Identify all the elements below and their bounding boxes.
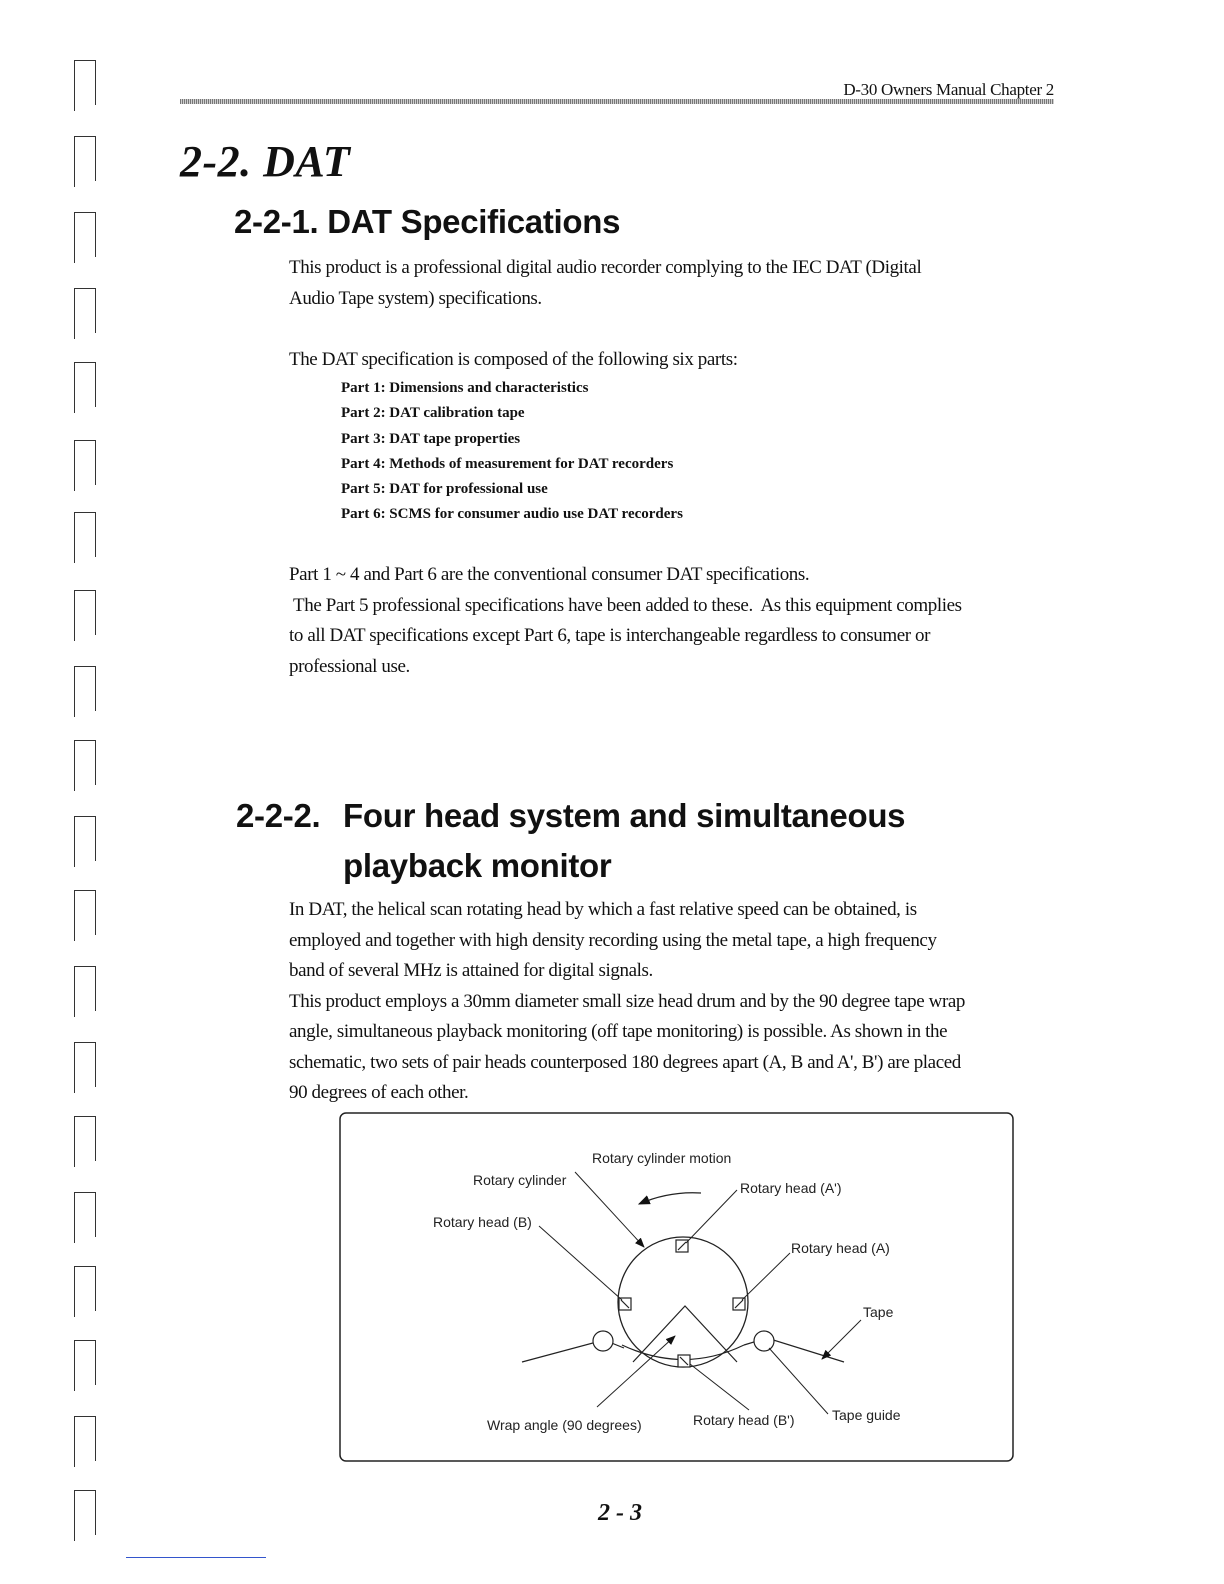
label-rotary-head-a: Rotary head (A) <box>791 1240 890 1256</box>
binder-hole <box>74 740 96 785</box>
section-title-specifications: 2-2-1. DAT Specifications <box>234 203 621 240</box>
text-line: In DAT, the helical scan rotating head by which a fast relative speed can be obtained, is <box>289 899 917 920</box>
leader-head-a <box>742 1253 790 1300</box>
list-item: Part 2: DAT calibration tape <box>341 405 525 422</box>
binder-hole <box>74 1042 96 1087</box>
binder-hole <box>74 1266 96 1311</box>
binder-hole <box>74 60 96 105</box>
binder-hole <box>74 1340 96 1385</box>
text-line: Audio Tape system) specifications. <box>289 287 542 309</box>
binder-hole <box>74 666 96 711</box>
binder-hole <box>74 136 96 181</box>
head-drum-schematic <box>339 1112 1014 1462</box>
text-line: professional use. <box>289 655 410 677</box>
binder-hole <box>74 1192 96 1237</box>
list-item: Part 1: Dimensions and characteristics <box>341 380 589 396</box>
label-rotary-cylinder: Rotary cylinder <box>473 1172 567 1188</box>
binder-hole <box>74 1490 96 1535</box>
text-line: 90 degrees of each other. <box>289 1082 469 1103</box>
rotary-cylinder-drum <box>618 1237 748 1367</box>
section-title-four-head-cont: playback monitor <box>343 847 612 884</box>
leader-head-a-prime <box>686 1190 737 1243</box>
chapter-title: 2-2. DAT <box>180 137 351 186</box>
text-line: employed and together with high density recording using the metal tape, a high frequency <box>289 929 937 951</box>
label-tape: Tape <box>863 1304 894 1320</box>
header-rule <box>180 99 1054 104</box>
binder-hole <box>74 512 96 557</box>
text-line: Part 1 ~ 4 and Part 6 are the conventional consumer DAT specifications. <box>289 564 810 585</box>
closing-paragraph <box>289 560 1059 682</box>
parts-list <box>341 376 683 528</box>
label-cylinder-motion: Rotary cylinder motion <box>592 1150 732 1166</box>
label-rotary-head-a-prime: Rotary head (A') <box>740 1180 842 1196</box>
text-line: band of several MHz is attained for digital signals. <box>289 960 653 981</box>
rotation-arrow <box>639 1193 701 1204</box>
four-head-paragraph <box>289 895 1059 1109</box>
binder-hole <box>74 1416 96 1461</box>
binder-hole <box>74 440 96 485</box>
binder-hole <box>74 816 96 861</box>
binder-hole <box>74 890 96 935</box>
leader-head-b <box>539 1226 622 1300</box>
binder-hole <box>74 362 96 407</box>
label-rotary-head-b-prime: Rotary head (B') <box>693 1412 795 1428</box>
tape-guide-right <box>754 1331 774 1351</box>
intro-paragraph <box>289 253 1059 314</box>
list-item: Part 4: Methods of measurement for DAT recorders <box>341 455 674 472</box>
list-item: Part 3: DAT tape properties <box>341 430 521 447</box>
label-wrap-angle: Wrap angle (90 degrees) <box>487 1417 642 1433</box>
parts-lead: The DAT specification is composed of the following six parts: <box>289 349 738 370</box>
page-number: 2 - 3 <box>598 1500 642 1526</box>
binder-hole <box>74 288 96 333</box>
text-line: This product employs a 30mm diameter small size head drum and by the 90 degree tape wrap <box>289 990 966 1012</box>
list-item: Part 6: SCMS for consumer audio use DAT recorders <box>341 506 683 523</box>
text-line: This product is a professional digital audio recorder complying to the IEC DAT (Digital <box>289 257 922 278</box>
text-line: The Part 5 professional specifications have been added to these. As this equipment complies <box>289 594 962 616</box>
leader-tape <box>822 1320 861 1359</box>
label-rotary-head-b: Rotary head (B) <box>433 1214 532 1230</box>
tape-guide-left <box>593 1331 613 1351</box>
text-line: angle, simultaneous playback monitoring (off tape monitoring) is possible. As shown in the <box>289 1021 948 1042</box>
label-tape-guide: Tape guide <box>832 1407 901 1423</box>
binder-hole <box>74 212 96 257</box>
leader-tape-guide <box>769 1348 828 1414</box>
text-line: to all DAT specifications except Part 6, tape is interchangeable regardless to consumer or <box>289 625 931 646</box>
text-line: schematic, two sets of pair heads counterposed 180 degrees apart (A, B and A', B') are placed <box>289 1051 961 1073</box>
binder-hole <box>74 966 96 1011</box>
running-head: D-30 Owners Manual Chapter 2 <box>843 80 1054 99</box>
binder-hole <box>74 1116 96 1161</box>
leader-head-b-prime <box>690 1364 749 1410</box>
leader-rotary-cylinder <box>575 1172 644 1247</box>
list-item: Part 5: DAT for professional use <box>341 481 548 498</box>
bottom-underline <box>126 1557 266 1558</box>
section-number-four-head: 2-2-2. <box>236 797 321 834</box>
section-title-four-head: Four head system and simultaneous <box>343 797 906 834</box>
binder-hole <box>74 590 96 635</box>
